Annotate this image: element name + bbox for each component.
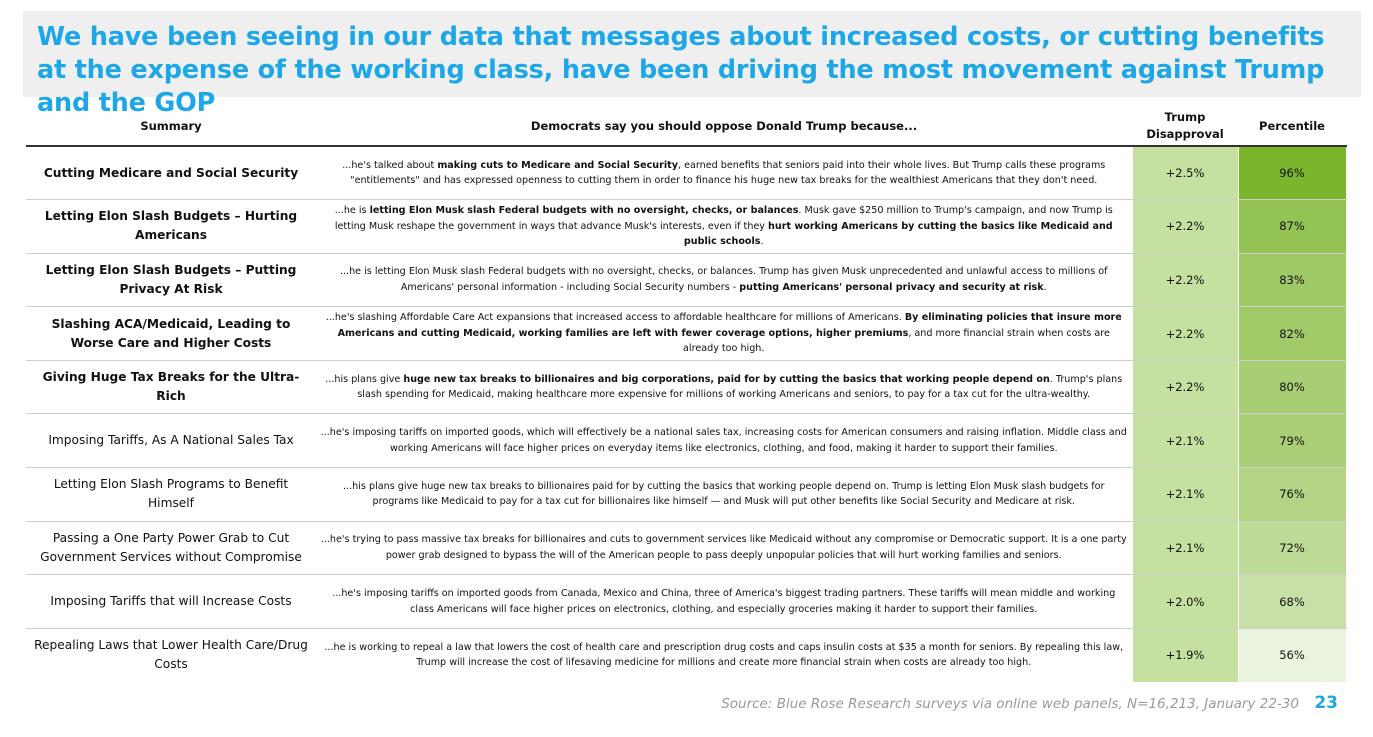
description-text: , and more financial strain when costs are already too high. — [683, 327, 1110, 355]
description-emphasis: By eliminating policies that insure more Americans and cutting Medicaid, working families are left with fewer coverage options, higher premiums — [337, 312, 1122, 339]
description-text: . Musk gave $250 million to Trump's campaign, and now Trump is letting Musk reshape the government in ways that advance Musk's interests, even if they — [334, 205, 1113, 232]
description-text: ...his plans give huge new tax breaks to billionaires paid for by cutting the basics that working people depend on. Trump is letting Elon Musk slash budgets for programs like Medicaid to pay for a tax cut for billionaires like himself — and Musk will put other benefits like Social Security and Medicare at risk. — [343, 480, 1105, 508]
description-text: , earned benefits that seniors paid into their whole lives. But Trump calls these programs "entitlements" and has expressed openness to cutting them in order to finance his huge new tax breaks for the wealthiest Americans that they don't need. — [350, 159, 1106, 187]
row-disapproval: +2.1% — [1132, 521, 1238, 575]
row-summary: Imposing Tariffs that will Increase Costs — [26, 575, 316, 629]
description-text: ...he is — [334, 205, 370, 217]
title-banner — [23, 11, 1361, 118]
row-summary: Letting Elon Slash Budgets – Putting Privacy At Risk — [26, 253, 316, 307]
row-description — [316, 575, 1132, 629]
row-summary: Imposing Tariffs, As A National Sales Tax — [26, 414, 316, 468]
row-disapproval: +2.0% — [1132, 575, 1238, 629]
table-row — [26, 575, 1346, 629]
description-emphasis: making cuts to Medicare and Social Security — [437, 159, 678, 171]
message-testing-table — [26, 107, 1347, 682]
row-percentile: 87% — [1238, 200, 1346, 254]
header-percentile: Percentile — [1238, 107, 1346, 146]
slide-title: We have been seeing in our data that messages about increased costs, or cutting benefits at the expense of the working class, have been driving the most movement against Trump and the GOP — [37, 22, 1325, 118]
table-row — [26, 146, 1346, 200]
row-disapproval: +2.2% — [1132, 253, 1238, 307]
description-emphasis: letting Elon Musk slash Federal budgets with no oversight, checks, or balances — [369, 205, 799, 217]
row-percentile: 76% — [1238, 468, 1346, 522]
row-disapproval: +2.1% — [1132, 468, 1238, 522]
row-description — [316, 521, 1132, 575]
description-text: ...he's imposing tariffs on imported goods from Canada, Mexico and China, three of America's biggest trading partners. These tariffs will mean middle and working class Americans will face higher prices on electronics, clothing, and especially groceries making it harder to support their families. — [332, 588, 1116, 615]
description-text: ...he is working to repeal a law that lowers the cost of health care and prescription drug costs and caps insulin costs at $35 a month for seniors. By repealing this law, Trump will increase the cost of lifesaving medicine for millions and create more financial strain when costs are already too high. — [324, 641, 1124, 669]
row-percentile: 72% — [1238, 521, 1346, 575]
table-row — [26, 200, 1346, 254]
row-percentile: 56% — [1238, 628, 1346, 682]
row-description — [316, 628, 1132, 682]
description-text: ...he is letting Elon Musk slash Federal budgets with no oversight, checks, or balances. Trump has given Musk unprecedented and unlawful access to millions of Americans' personal information - including Social Security numbers - — [339, 266, 1108, 293]
row-summary: Letting Elon Slash Programs to Benefit Himself — [26, 468, 316, 522]
description-text: . — [1043, 281, 1047, 293]
row-disapproval: +2.1% — [1132, 414, 1238, 468]
row-disapproval: +2.2% — [1132, 200, 1238, 254]
row-description — [316, 468, 1132, 522]
row-percentile: 82% — [1238, 307, 1346, 361]
description-emphasis: huge new tax breaks to billionaires and big corporations, paid for by cutting the basics that working people depend on — [403, 373, 1050, 385]
header-disapproval: Trump Disapproval — [1132, 107, 1238, 146]
row-percentile: 80% — [1238, 360, 1346, 414]
row-percentile: 68% — [1238, 575, 1346, 629]
description-text: . Trump's plans slash spending for Medicaid, making healthcare more expensive for millions of working Americans and seniors, to pay for a tax cut for the ultra-wealthy. — [357, 373, 1123, 401]
row-description — [316, 414, 1132, 468]
row-summary: Passing a One Party Power Grab to Cut Government Services without Compromise — [26, 521, 316, 575]
description-text: ...he's trying to pass massive tax breaks for billionaires and cuts to government services like Medicaid without any compromise or Democratic support. It is a one party power grab designed to bypass the will of the American people to pass deeply unpopular policies that will hurt working families and seniors. — [320, 534, 1127, 561]
row-percentile: 96% — [1238, 146, 1346, 200]
row-description — [316, 200, 1132, 254]
table-header-row — [26, 107, 1346, 146]
row-disapproval: +2.5% — [1132, 146, 1238, 200]
row-disapproval: +1.9% — [1132, 628, 1238, 682]
row-percentile: 79% — [1238, 414, 1346, 468]
row-disapproval: +2.2% — [1132, 360, 1238, 414]
row-description — [316, 253, 1132, 307]
description-text: ...his plans give — [325, 373, 404, 385]
table-body — [26, 146, 1346, 682]
table-row — [26, 521, 1346, 575]
row-summary: Cutting Medicare and Social Security — [26, 146, 316, 200]
page-number: 23 — [1314, 693, 1338, 713]
header-summary: Summary — [26, 107, 316, 146]
description-text: . — [760, 236, 764, 248]
row-description — [316, 307, 1132, 361]
row-summary: Giving Huge Tax Breaks for the Ultra-Rich — [26, 360, 316, 414]
description-emphasis: hurt working Americans by cutting the basics like Medicaid and public schools — [683, 220, 1113, 248]
row-summary: Letting Elon Slash Budgets – Hurting Americans — [26, 200, 316, 254]
row-description — [316, 360, 1132, 414]
row-disapproval: +2.2% — [1132, 307, 1238, 361]
row-description — [316, 146, 1132, 200]
description-text: ...he's talked about — [342, 159, 438, 171]
description-text: ...he's imposing tariffs on imported goods, which will effectively be a national sales tax, increasing costs for American consumers and raising inflation. Middle class and working Americans will face higher prices on everyday items like electronics, clothing, and food, making it harder to support their families. — [320, 427, 1127, 454]
table-row — [26, 414, 1346, 468]
header-description: Democrats say you should oppose Donald Trump because... — [316, 107, 1132, 146]
row-summary: Repealing Laws that Lower Health Care/Drug Costs — [34, 638, 308, 672]
description-text: ...he's slashing Affordable Care Act expansions that increased access to affordable healthcare for millions of Americans. — [325, 312, 905, 324]
row-summary: Slashing ACA/Medicaid, Leading to Worse Care and Higher Costs — [26, 307, 316, 361]
table-row — [26, 253, 1346, 307]
table-row — [26, 307, 1346, 361]
table-row — [26, 360, 1346, 414]
description-emphasis: putting Americans' personal privacy and security at risk — [739, 281, 1044, 293]
table-row — [26, 628, 1346, 682]
source-note: Source: Blue Rose Research surveys via online web panels, N=16,213, January 22-30 — [721, 696, 1299, 712]
row-percentile: 83% — [1238, 253, 1346, 307]
table-row — [26, 468, 1346, 522]
